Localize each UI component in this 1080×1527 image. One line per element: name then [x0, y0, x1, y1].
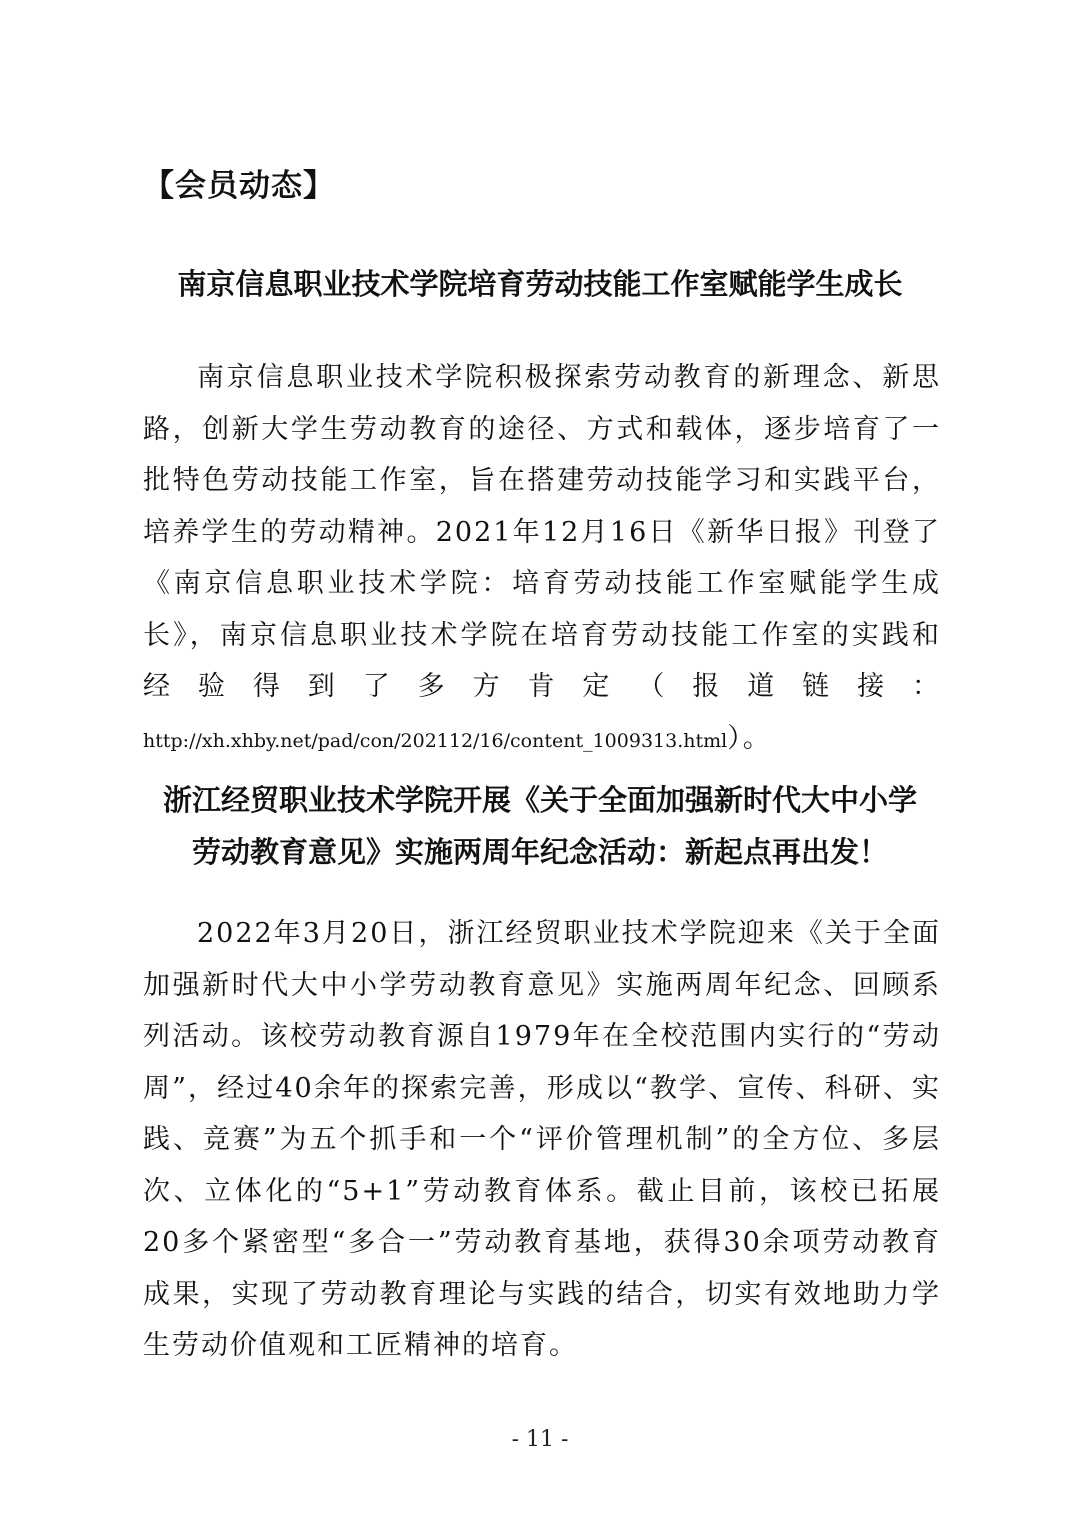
article-title-line: 南京信息职业技术学院培育劳动技能工作室赋能学生成长	[177, 267, 903, 301]
article-paragraph	[143, 352, 941, 767]
article-title-line: 劳动教育意见》实施两周年纪念活动：新起点再出发！	[191, 835, 888, 869]
report-link[interactable]: http://xh.xhby.net/pad/con/202112/16/content_1009313.html	[143, 729, 728, 752]
section-tag: 【会员动态】	[143, 168, 335, 204]
article-title	[100, 258, 980, 310]
article-title-line: 浙江经贸职业技术学院开展《关于全面加强新时代大中小学	[162, 783, 917, 817]
page-number: - 11 -	[511, 1427, 569, 1452]
article-text: ）。	[727, 722, 772, 754]
article-body	[143, 908, 941, 1372]
article-title	[100, 774, 980, 878]
article-text: 南京信息职业技术学院积极探索劳动教育的新理念、新思路，创新大学生劳动教育的途径、方式和载体，逐步培育了一批特色劳动技能工作室，旨在搭建劳动技能学习和实践平台，培养学生的劳动精神。2021年12月16日《新华日报》刊登了《南京信息职业技术学院：培育劳动技能工作室赋能学生成长》，南京信息职业技术学院在培育劳动技能工作室的实践和经验得到了多方肯定（报道链接：	[143, 362, 941, 702]
article-body	[143, 352, 941, 767]
article-paragraph: 2022年3月20日，浙江经贸职业技术学院迎来《关于全面加强新时代大中小学劳动教育意见》实施两周年纪念、回顾系列活动。该校劳动教育源自1979年在全校范围内实行的“劳动周”，经过40余年的探索完善，形成以“教学、宣传、科研、实践、竞赛”为五个抓手和一个“评价管理机制”的全方位、多层次、立体化的“5+1”劳动教育体系。截止目前，该校已拓展20多个紧密型“多合一”劳动教育基地，获得30余项劳动教育成果，实现了劳动教育理论与实践的结合，切实有效地助力学生劳动价值观和工匠精神的培育。	[143, 918, 941, 1361]
